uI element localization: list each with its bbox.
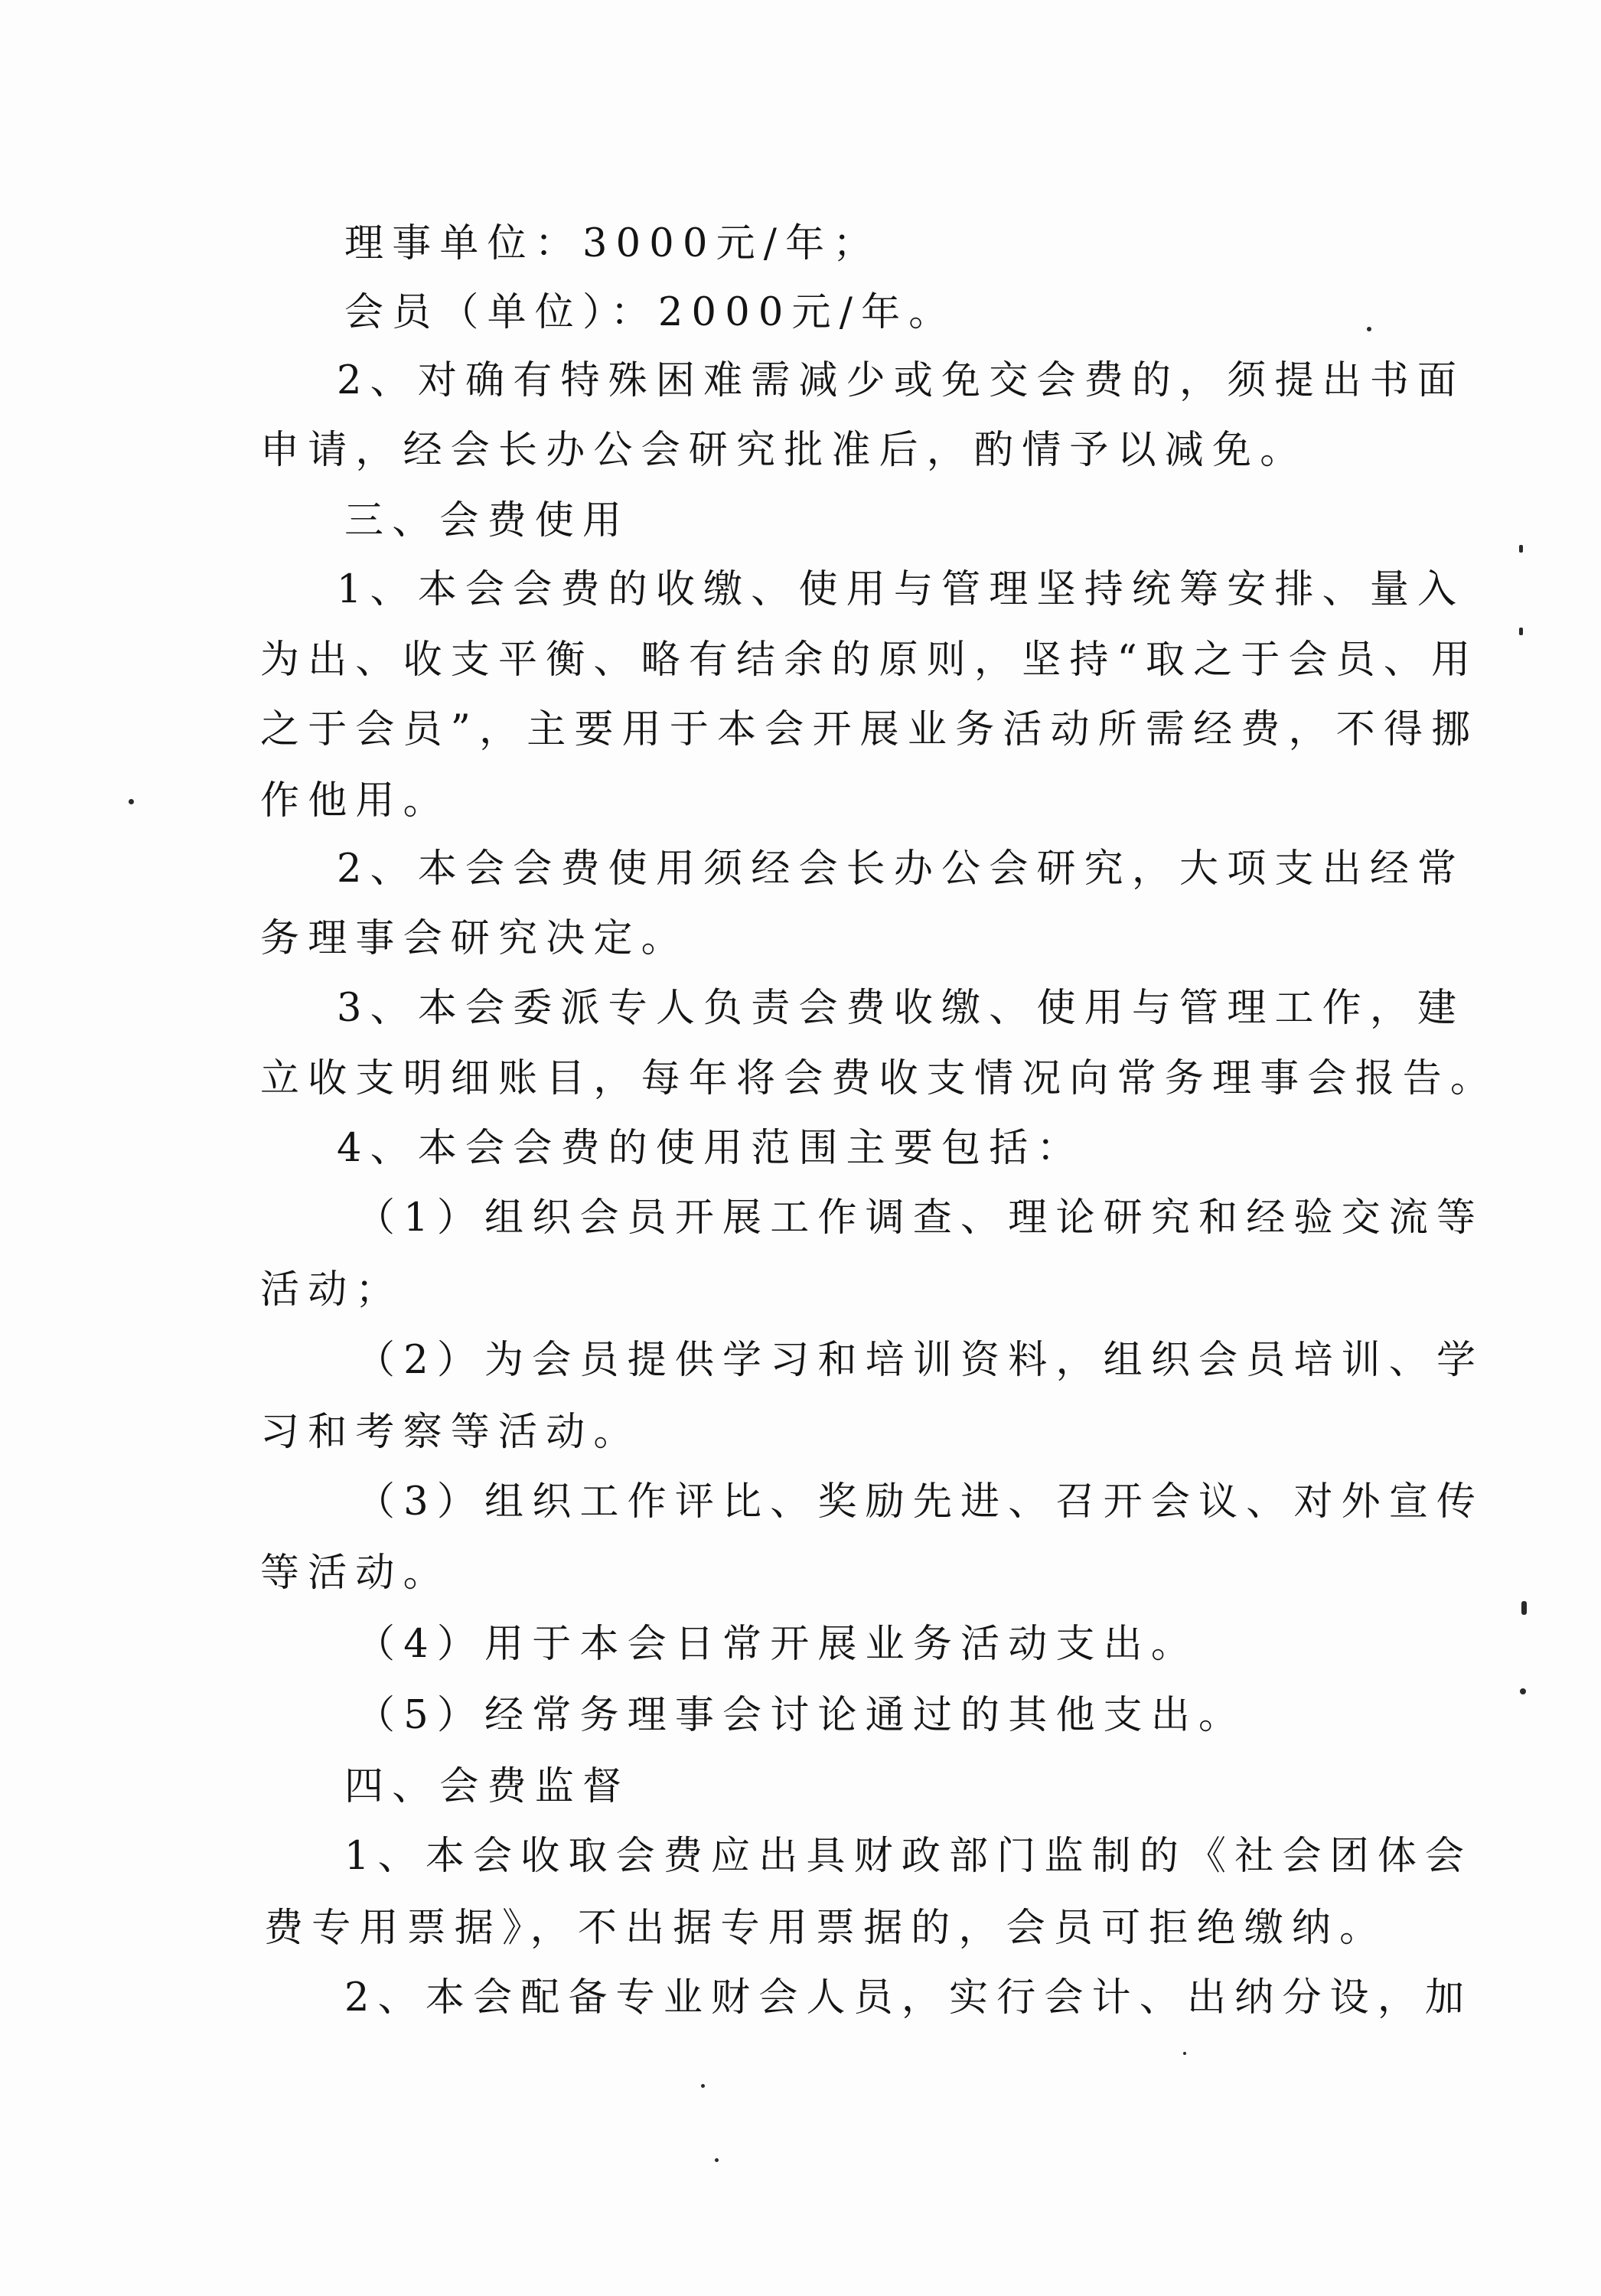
- scan-speck: [129, 799, 134, 804]
- paragraph-line: 为出、收支平衡、略有结余的原则，坚持“取之于会员、用: [260, 638, 1479, 683]
- scan-speck: [1521, 1601, 1527, 1615]
- paragraph-line: 立收支明细账目，每年将会费收支情况向常务理事会报告。: [260, 1056, 1498, 1101]
- list-item-line: 习和考察等活动。: [260, 1410, 641, 1455]
- list-item-line: （4）用于本会日常开展业务活动支出。: [356, 1622, 1199, 1667]
- scan-speck: [1367, 327, 1371, 331]
- list-item-line: （5）经常务理事会讨论通过的其他支出。: [356, 1693, 1247, 1738]
- paragraph-line: 务理事会研究决定。: [260, 916, 689, 961]
- list-item-line: （2）为会员提供学习和培训资料，组织会员培训、学: [356, 1338, 1485, 1383]
- section-heading-fee-usage: 三、会费使用: [344, 498, 631, 543]
- paragraph-line: 2、本会配备专业财会人员，实行会计、出纳分设，加: [344, 1975, 1473, 2020]
- paragraph-line: 1、本会会费的收缴、使用与管理坚持统筹安排、量入: [337, 567, 1466, 612]
- paragraph-line: 之于会员”，主要用于本会开展业务活动所需经费，不得挪: [260, 707, 1479, 752]
- list-item-line: （1）组织会员开展工作调查、理论研究和经验交流等: [356, 1195, 1485, 1241]
- paragraph-line: 1、本会收取会费应出具财政部门监制的《社会团体会: [344, 1834, 1473, 1879]
- paragraph-line: 申请，经会长办公会研究批准后，酌情予以减免。: [260, 428, 1308, 473]
- section-heading-fee-supervision: 四、会费监督: [344, 1764, 631, 1809]
- paragraph-line: 2、对确有特殊困难需减少或免交会费的，须提出书面: [337, 358, 1466, 403]
- fee-rate-member-unit: 会员（单位）：2000元/年。: [344, 290, 957, 335]
- scan-speck: [701, 2084, 705, 2088]
- scan-speck: [1519, 545, 1523, 553]
- paragraph-line: 4、本会会费的使用范围主要包括：: [337, 1126, 1084, 1171]
- list-item-line: （3）组织工作评比、奖励先进、召开会议、对外宣传: [356, 1479, 1485, 1525]
- scan-speck: [1519, 628, 1523, 635]
- list-item-line: 等活动。: [260, 1551, 451, 1596]
- paragraph-line: 2、本会会费使用须经会长办公会研究，大项支出经常: [337, 846, 1466, 892]
- fee-rate-director-unit: 理事单位：3000元/年；: [344, 221, 881, 266]
- paragraph-line: 费专用票据》，不出据专用票据的，会员可拒绝缴纳。: [264, 1906, 1387, 1951]
- scan-speck: [715, 2158, 719, 2162]
- scan-speck: [1183, 2052, 1186, 2055]
- paragraph-line: 作他用。: [260, 778, 451, 823]
- list-item-line: 活动；: [260, 1267, 403, 1313]
- paragraph-line: 3、本会委派专人负责会费收缴、使用与管理工作，建: [337, 986, 1466, 1031]
- scan-speck: [1520, 1688, 1526, 1694]
